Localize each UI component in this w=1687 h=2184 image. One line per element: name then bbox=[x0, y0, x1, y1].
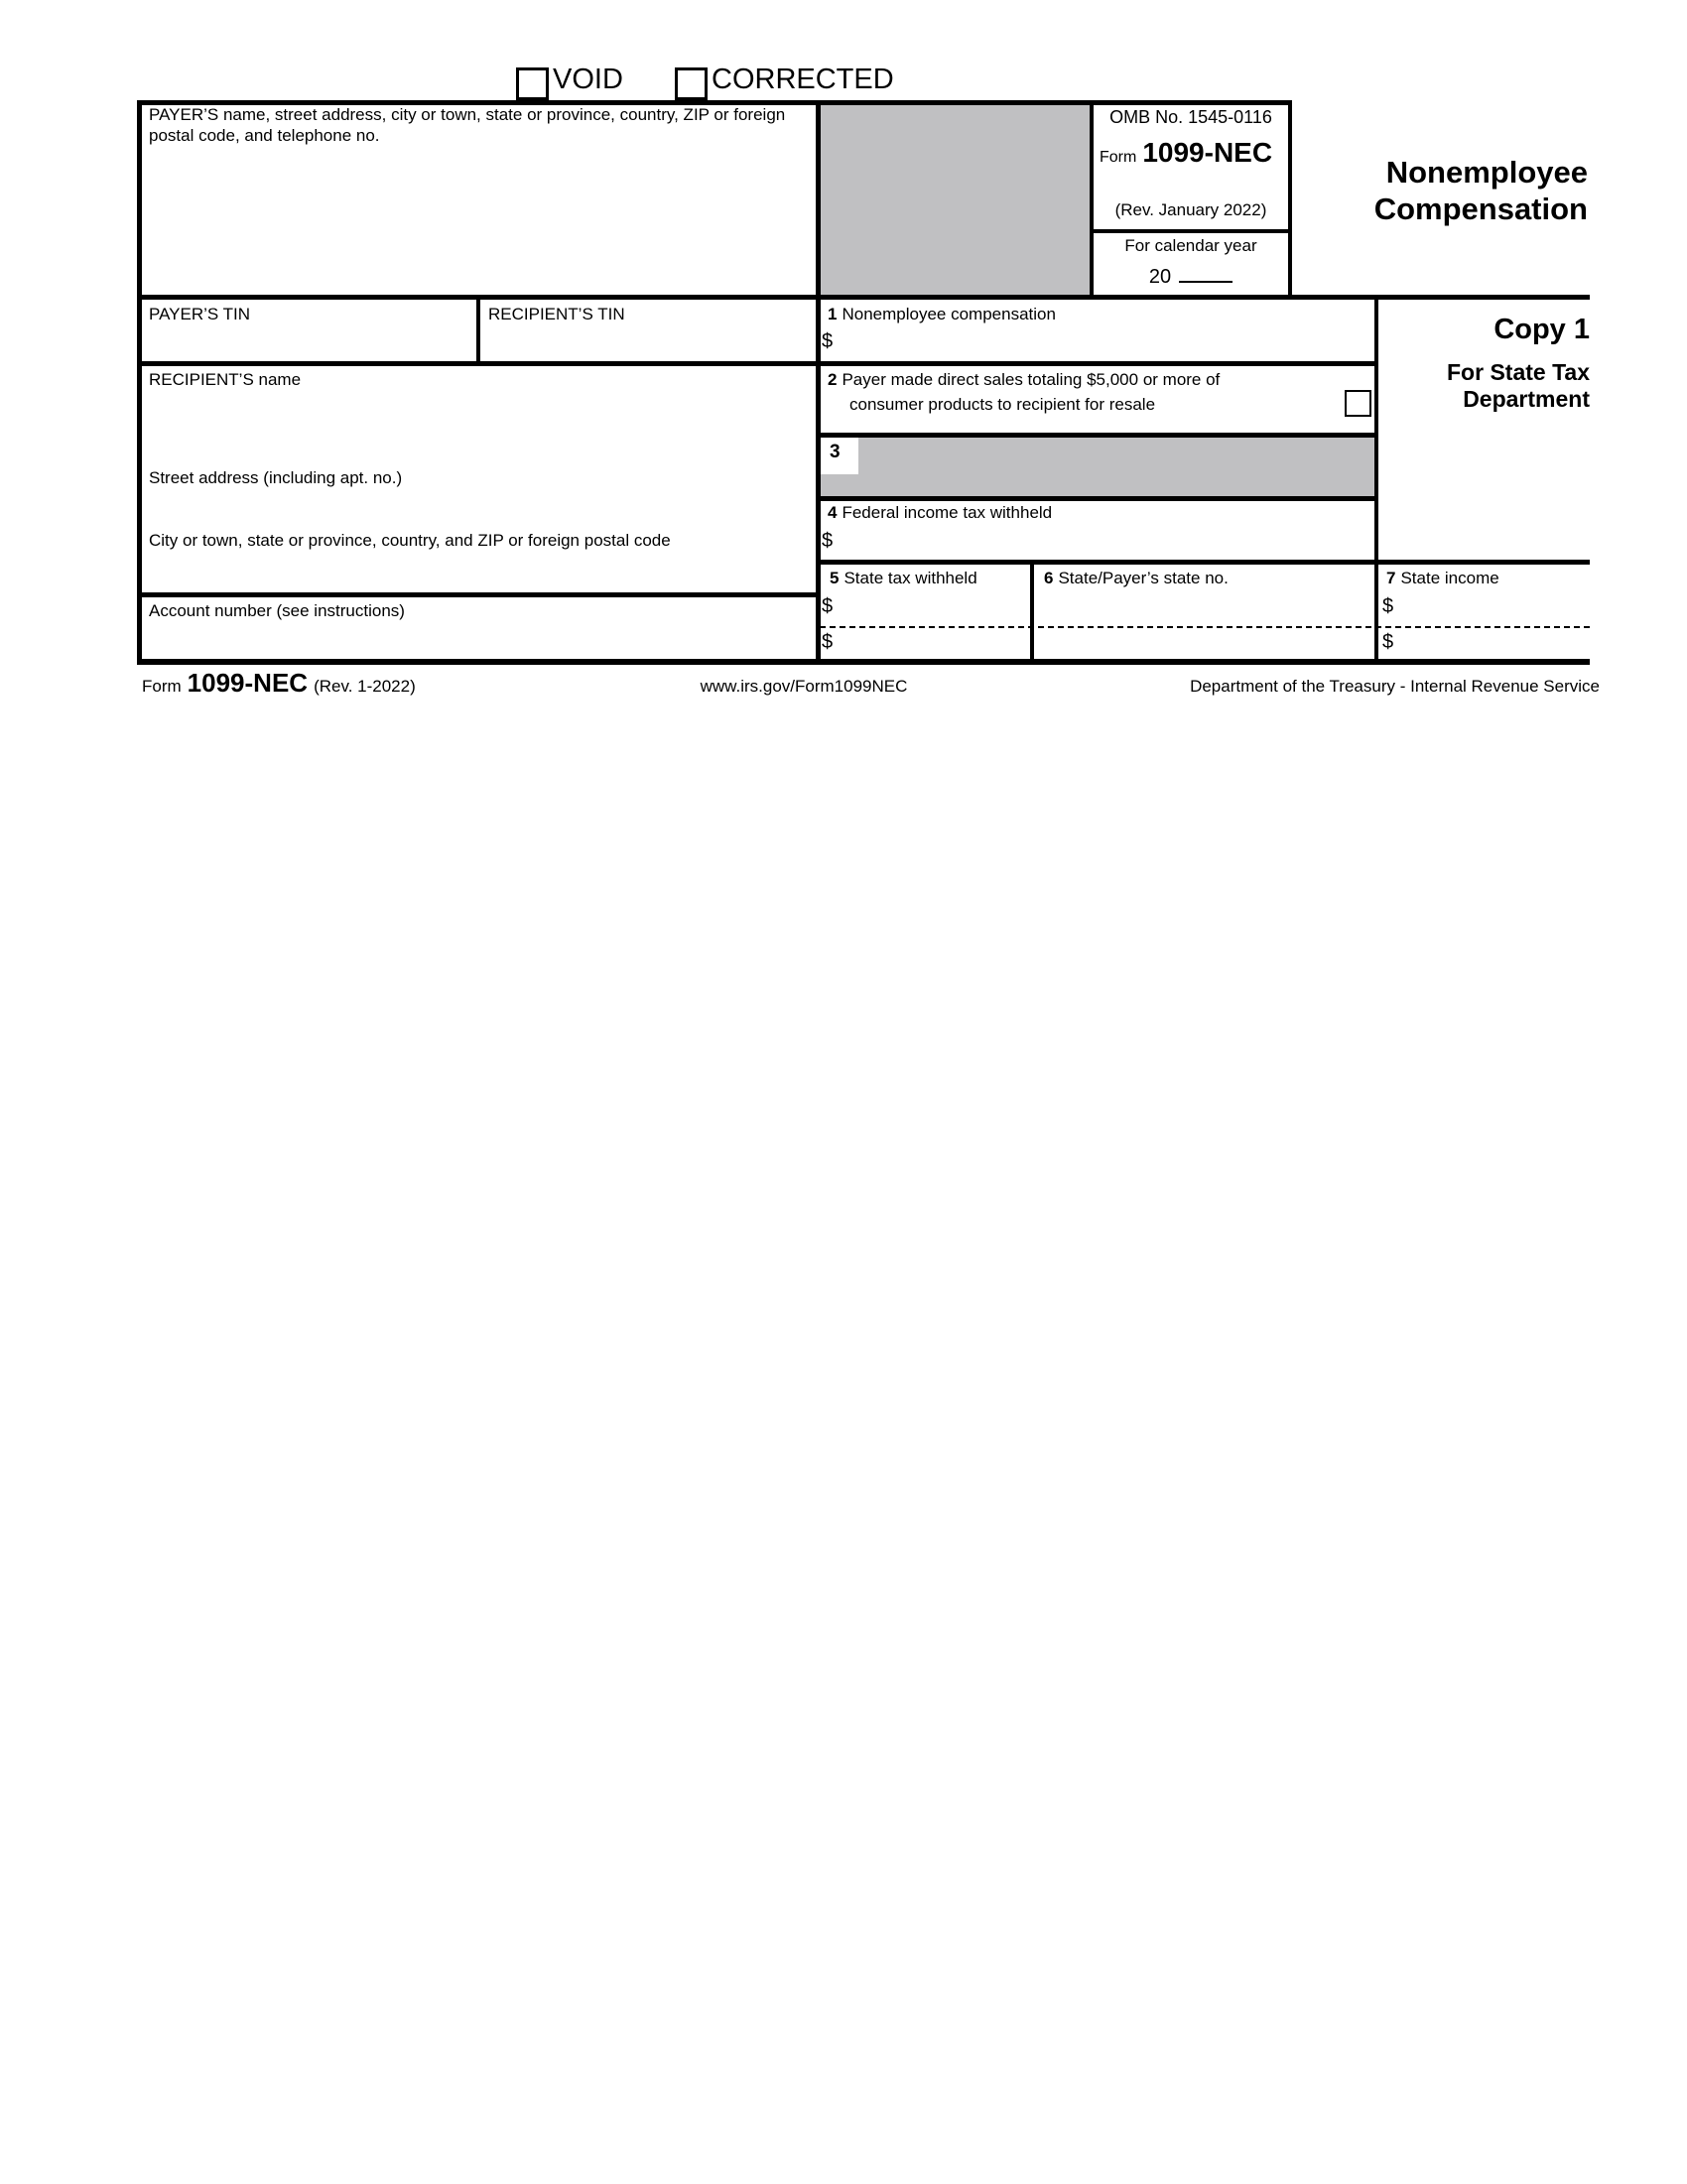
calendar-year-label: For calendar year bbox=[1124, 236, 1257, 255]
box1-amount-field[interactable] bbox=[821, 327, 1371, 359]
box4-number: 4 bbox=[828, 503, 838, 522]
form-title-line1: Nonemployee bbox=[1385, 155, 1588, 190]
box4-amount-field[interactable] bbox=[821, 528, 1371, 558]
box3-number: 3 bbox=[830, 442, 841, 462]
shaded-header-box bbox=[821, 105, 1090, 295]
box5-dollar-sign-1: $ bbox=[822, 595, 834, 617]
box7-amount-field-1[interactable] bbox=[1381, 593, 1588, 624]
rule-box4-bottom bbox=[816, 560, 1590, 565]
recipient-tin-label: RECIPIENT’S TIN bbox=[488, 305, 625, 323]
footer-form-number: 1099-NEC bbox=[187, 668, 309, 698]
box1-dollar-sign: $ bbox=[822, 330, 834, 352]
box3-shaded-area bbox=[821, 438, 1378, 496]
box7-dollar-sign-1: $ bbox=[1382, 595, 1394, 617]
rule-right-column-divider bbox=[1374, 295, 1378, 664]
copy-for-line2: Department bbox=[1463, 386, 1590, 412]
omb-form-line bbox=[1100, 135, 1272, 170]
street-address-label: Street address (including apt. no.) bbox=[149, 468, 403, 487]
city-state-zip-label: City or town, state or province, country, and ZIP or foreign postal code bbox=[149, 531, 671, 550]
box6-label-text: State/Payer’s state no. bbox=[1058, 569, 1229, 587]
box4-label-text: Federal income tax withheld bbox=[842, 503, 1053, 522]
footer-revision: (Rev. 1-2022) bbox=[314, 677, 416, 696]
omb-revision-label: (Rev. January 2022) bbox=[1114, 200, 1267, 219]
box7-amount-field-2[interactable] bbox=[1381, 629, 1588, 657]
corrected-checkbox[interactable] bbox=[675, 67, 708, 100]
rule-box3-bottom bbox=[816, 496, 1378, 501]
box6-number: 6 bbox=[1044, 569, 1054, 587]
rule-left-border bbox=[137, 100, 142, 665]
footer-form-id bbox=[142, 667, 416, 700]
void-label: VOID bbox=[553, 64, 623, 95]
calendar-year-line bbox=[1094, 257, 1288, 290]
rule-center-divider bbox=[816, 100, 821, 664]
year-prefix: 20 bbox=[1148, 266, 1172, 288]
box1-number: 1 bbox=[828, 305, 838, 323]
rule-omb-right bbox=[1288, 100, 1292, 300]
rule-header-divider bbox=[137, 295, 1590, 300]
box5-label bbox=[830, 568, 977, 588]
form-title bbox=[1330, 154, 1588, 227]
account-number-label: Account number (see instructions) bbox=[149, 601, 405, 620]
payer-tin-label: PAYER’S TIN bbox=[149, 305, 251, 323]
omb-number-label: OMB No. 1545-0116 bbox=[1109, 107, 1272, 127]
box5-dollar-sign-2: $ bbox=[822, 631, 834, 653]
rule-tin-row-bottom bbox=[137, 361, 1378, 366]
box2-label-text1: Payer made direct sales totaling $5,000 or more of bbox=[842, 370, 1221, 389]
box2-label-line2: consumer products to recipient for resale bbox=[849, 395, 1156, 414]
copy-for-line1: For State Tax bbox=[1447, 359, 1590, 385]
omb-form-word: Form bbox=[1100, 149, 1137, 166]
box4-label bbox=[828, 502, 1052, 523]
box5-amount-field-2[interactable] bbox=[821, 629, 1027, 657]
rule-tin-divider bbox=[476, 299, 480, 365]
box5-amount-field-1[interactable] bbox=[821, 593, 1027, 624]
footer-department-label: Department of the Treasury - Internal Revenue Service bbox=[1190, 677, 1600, 696]
rule-account-row-top bbox=[137, 592, 821, 597]
box3-number-tab bbox=[821, 438, 858, 474]
box4-dollar-sign: $ bbox=[822, 530, 834, 552]
copy-recipient-label bbox=[1389, 359, 1590, 413]
recipient-name-label: RECIPIENT’S name bbox=[149, 370, 302, 389]
payer-info-label: PAYER’S name, street address, city or town, state or province, country, ZIP or foreign postal code, and telephone no. bbox=[149, 105, 786, 146]
box2-checkbox[interactable] bbox=[1345, 390, 1371, 417]
box2-number: 2 bbox=[828, 370, 838, 389]
rule-box2-bottom bbox=[816, 433, 1378, 438]
copy-label: Copy 1 bbox=[1493, 314, 1590, 345]
box1-label-text: Nonemployee compensation bbox=[842, 305, 1056, 323]
box7-dollar-sign-2: $ bbox=[1382, 631, 1394, 653]
box2-label-line1 bbox=[828, 369, 1220, 390]
form-title-line2: Compensation bbox=[1373, 192, 1588, 226]
void-checkbox[interactable] bbox=[516, 67, 549, 100]
corrected-label: CORRECTED bbox=[712, 64, 894, 95]
footer-form-word: Form bbox=[142, 677, 182, 696]
footer-website-link[interactable]: www.irs.gov/Form1099NEC bbox=[700, 677, 908, 696]
omb-form-number: 1099-NEC bbox=[1142, 137, 1273, 168]
rule-box5-box6-divider bbox=[1030, 560, 1034, 664]
box1-label bbox=[828, 304, 1056, 324]
rule-bottom-border bbox=[137, 659, 1590, 665]
box5-label-text: State tax withheld bbox=[844, 569, 977, 587]
rule-omb-divider bbox=[1090, 229, 1292, 233]
box7-number: 7 bbox=[1386, 569, 1396, 587]
box6-entry-cell[interactable] bbox=[1037, 593, 1371, 657]
box7-label-text: State income bbox=[1400, 569, 1499, 587]
box5-number: 5 bbox=[830, 569, 840, 587]
year-entry-blank[interactable] bbox=[1179, 257, 1233, 283]
box6-label bbox=[1044, 568, 1229, 588]
box7-label bbox=[1386, 568, 1499, 588]
